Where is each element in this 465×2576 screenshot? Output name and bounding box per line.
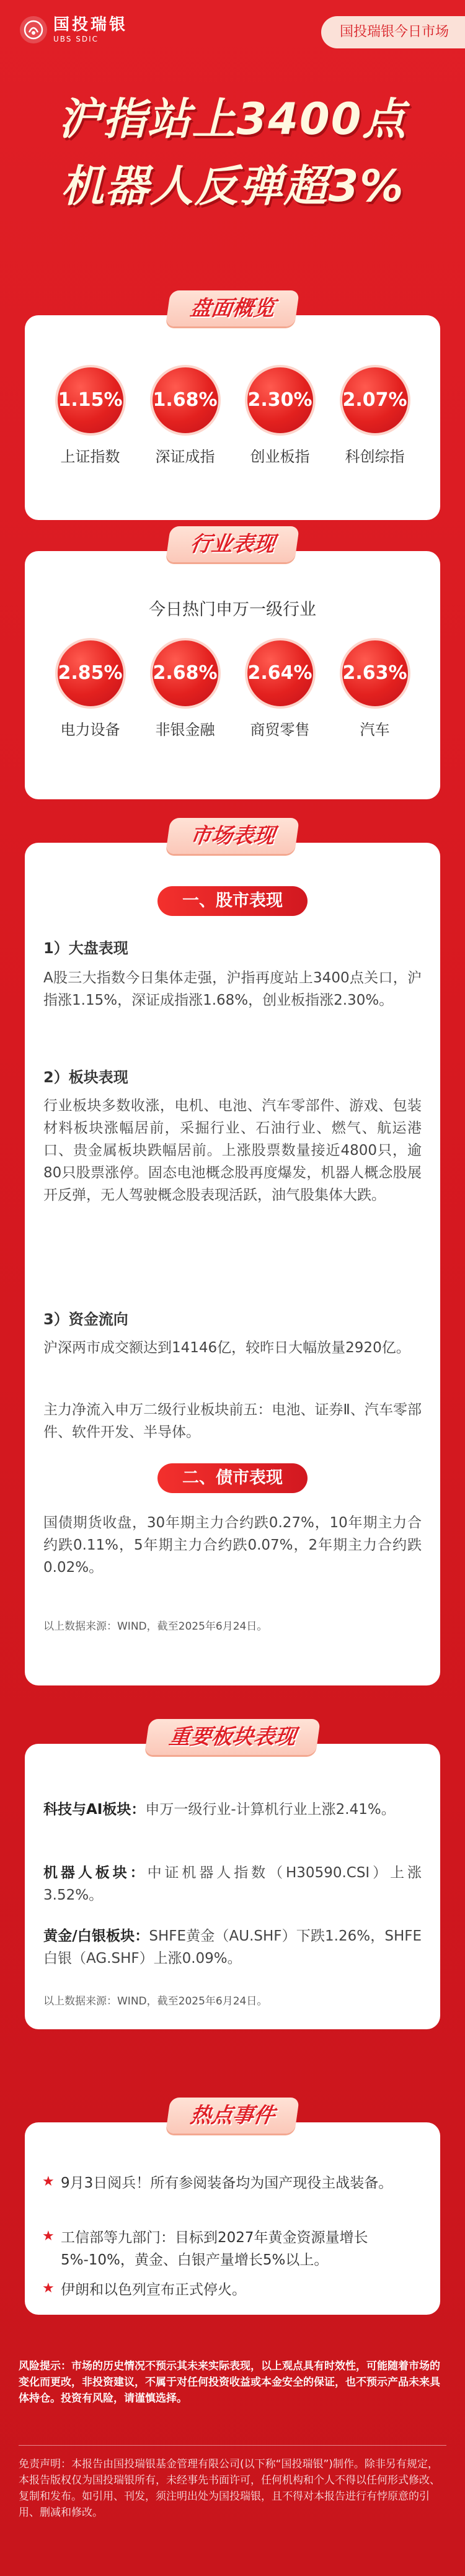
capital-paragraph: 沪深两市成交额达到14146亿，较昨日大幅放量2920亿。	[43, 1340, 410, 1356]
sector-heading: 2）板块表现	[43, 1069, 128, 1086]
industry-item	[327, 638, 422, 739]
overview-list	[43, 365, 422, 466]
industry-value: 2.64%	[245, 638, 316, 709]
sector-robot-text: 中证机器人指数（H30590.CSI）上涨3.52%。	[43, 1865, 422, 1903]
industry-label: 非银金融	[155, 721, 215, 738]
sector-paragraph: 行业板块多数收涨，电机、电池、汽车零部件、游戏、包装材料板块涨幅居前，采掘行业、石油行业、燃气、航运港口、贵金属板块跌幅居前。上涨股票数量接近4800只，逾80只股票涨停。固态电池概念股再度爆发，机器人概念股展开反弹，无人驾驶概念股表现活跃，油气股集体大跌。	[43, 1098, 422, 1203]
sector-gold-name: 黄金/白银板块：	[43, 1928, 149, 1944]
logo-name: 国投瑞银	[53, 16, 128, 34]
hero-title-line2: 机器人反弹超3%	[60, 161, 405, 212]
index-value: 2.30%	[245, 365, 316, 436]
industry-subtitle: 今日热门申万一级行业	[149, 600, 316, 619]
index-item	[232, 365, 327, 466]
industry-list	[43, 638, 422, 739]
index-item	[138, 365, 232, 466]
market-badge: 市场表现	[166, 818, 299, 854]
star-icon: ★	[42, 2281, 55, 2296]
logo-name-en: UBS SDIC	[53, 35, 99, 43]
data-source-note: 以上数据来源：WIND，截至2025年6月24日。	[43, 1620, 268, 1633]
events-badge: 热点事件	[166, 2098, 299, 2134]
sectors-badge: 重要板块表现	[144, 1719, 321, 1755]
hero-title-line1: 沪指站上3400点	[58, 94, 407, 145]
index-item	[43, 365, 138, 466]
index-label: 深证成指	[155, 448, 215, 465]
index-value: 2.07%	[340, 365, 410, 436]
industry-item	[138, 638, 232, 739]
event-text: 9月3日阅兵！所有参阅装备均为国产现役主战装备。	[61, 2175, 393, 2191]
industry-value: 2.85%	[55, 638, 126, 709]
industry-label: 电力设备	[60, 721, 120, 738]
industry-label: 商贸零售	[250, 721, 310, 738]
sector-tech	[43, 1798, 422, 1821]
event-item	[42, 2279, 422, 2301]
capital-heading: 3）资金流向	[43, 1311, 128, 1328]
sectors-source-note: 以上数据来源：WIND，截至2025年6月24日。	[43, 1995, 268, 2008]
industry-badge: 行业表现	[166, 526, 299, 562]
sector-gold-text: SHFE黄金（AU.SHF）下跌1.26%，SHFE白银（AG.SHF）上涨0.09%。	[43, 1928, 422, 1967]
overview-badge: 盘面概览	[166, 290, 299, 326]
sector-gold	[43, 1925, 422, 1970]
sector-tech-text: 申万一级行业-计算机行业上涨2.41%。	[145, 1802, 396, 1818]
index-label: 创业板指	[250, 448, 310, 465]
events-card	[25, 2122, 440, 2315]
star-icon: ★	[42, 2174, 55, 2189]
star-icon: ★	[42, 2228, 55, 2244]
disclaimer: 免责声明：本报告由国投瑞银基金管理有限公司(以下称“国投瑞银”)制作。除非另有规定，本报告版权仅为国投瑞银所有，未经事先书面许可，任何机构和个人不得以任何形式修改、复制和发布。如引用、刊发，须注明出处为国投瑞银，且不得对本报告进行有悖原意的引用、删减和修改。	[19, 2458, 440, 2519]
column-tag: 国投瑞银今日市场	[321, 16, 465, 48]
sector-tech-name: 科技与AI板块：	[43, 1802, 146, 1818]
index-label: 上证指数	[60, 448, 120, 465]
market-paragraph: A股三大指数今日集体走强，沪指再度站上3400点关口，沪指涨1.15%，深证成指涨1.68%，创业板指涨2.30%。	[43, 970, 422, 1008]
industry-item	[43, 638, 138, 739]
logo-icon	[20, 16, 47, 43]
index-item	[327, 365, 422, 466]
bond-paragraph: 国债期货收盘，30年期主力合约跌0.27%，10年期主力合约跌0.11%，5年期主力合约跌0.07%，2年期主力合约跌0.02%。	[43, 1515, 422, 1576]
industry-value: 2.68%	[150, 638, 221, 709]
industry-value: 2.63%	[340, 638, 410, 709]
market-heading: 1）大盘表现	[43, 940, 128, 957]
index-label: 科创综指	[345, 448, 405, 465]
risk-warning: 风险提示：市场的历史情况不预示其未来实际表现，以上观点具有时效性，可能随着市场的变化而更改，非投资建议，不属于对任何投资收益或本金安全的保证，也不预示产品未来具体持仓。投资有风险，请谨慎选择。	[19, 2360, 440, 2405]
index-value: 1.15%	[55, 365, 126, 436]
sectors-card	[25, 1744, 440, 2029]
market-card	[25, 843, 440, 1685]
event-item	[42, 2172, 422, 2194]
industry-label: 汽车	[360, 721, 390, 738]
logo	[20, 16, 128, 43]
index-value: 1.68%	[150, 365, 221, 436]
event-text: 伊朗和以色列宣布正式停火。	[61, 2282, 246, 2298]
industry-card	[25, 551, 440, 799]
capital-paragraph-2: 主力净流入申万二级行业板块前五：电池、证券Ⅱ、汽车零部件、软件开发、半导体。	[43, 1402, 422, 1440]
event-text: 工信部等九部门：目标到2027年黄金资源量增长5%-10%，黄金、白银产量增长5%以上。	[61, 2230, 368, 2268]
sector-robot-name: 机器人板块：	[43, 1865, 148, 1881]
stock-section-title: 一、股市表现	[157, 886, 308, 916]
overview-card	[25, 315, 440, 520]
sector-robot	[43, 1862, 422, 1906]
event-item	[42, 2227, 422, 2271]
header	[0, 0, 465, 62]
footer-divider	[19, 2445, 446, 2446]
industry-item	[232, 638, 327, 739]
bond-section-title: 二、债市表现	[157, 1463, 308, 1493]
